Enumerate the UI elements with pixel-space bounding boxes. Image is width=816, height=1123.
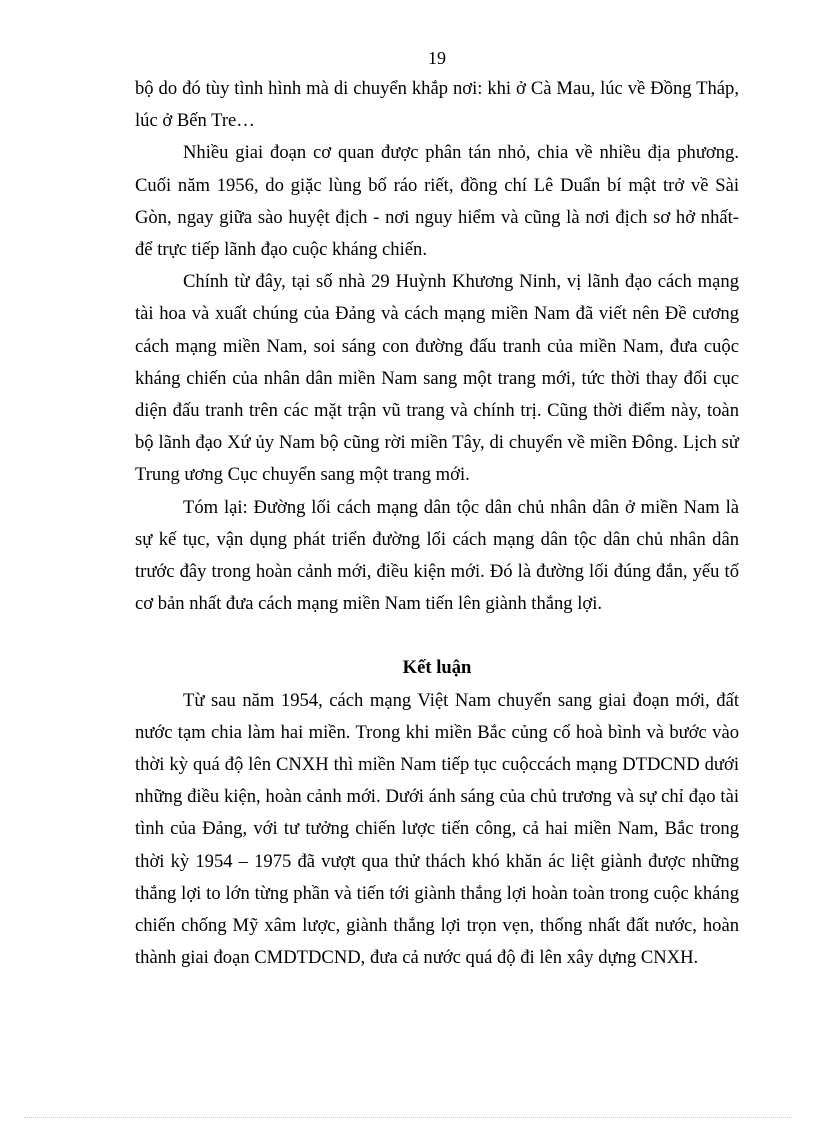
- conclusion-heading: Kết luận: [402, 657, 472, 679]
- paragraph-summary: Tóm lại: Đường lối cách mạng dân tộc dân chủ nhân dân ở miền Nam là sự kế tục, vận dụng phát triển đường lối cách mạng dân tộc dân chủ nhân dân trước đây trong hoàn cảnh mới, điều kiện mới. Đó là đường lối đúng đắn, yếu tố cơ bản nhất đưa cách mạng miền Nam tiến lên giành thắng lợi.: [135, 496, 739, 615]
- page-number: 19: [428, 48, 446, 68]
- paragraph: Nhiều giai đoạn cơ quan được phân tán nhỏ, chia về nhiều địa phương. Cuối năm 1956, do giặc lùng bố ráo riết, đồng chí Lê Duẩn bí mật trở về Sài Gòn, ngay giữa sào huyệt địch - nơi nguy hiểm và cũng là nơi địch sơ hở nhất- để trực tiếp lãnh đạo cuộc kháng chiến.: [135, 142, 739, 261]
- paragraph: Chính từ đây, tại số nhà 29 Huỳnh Khương Ninh, vị lãnh đạo cách mạng tài hoa và xuất chúng của Đảng và cách mạng miền Nam đã viết nên Đề cương cách mạng miền Nam, soi sáng con đường đấu tranh của miền Nam, đưa cuộc kháng chiến của nhân dân miền Nam sang một trang mới, tức thời thay đổi cục diện đấu tranh trên các mặt trận vũ trang và chính trị. Cũng thời điểm này, toàn bộ lãnh đạo Xứ ủy Nam bộ cũng rời miền Tây, di chuyển về miền Đông. Lịch sử Trung ương Cục chuyển sang một trang mới.: [135, 271, 739, 486]
- paragraph-continuation: bộ do đó tùy tình hình mà di chuyển khắp nơi: khi ở Cà Mau, lúc về Đồng Tháp, lúc ở Bến Tre…: [135, 78, 739, 132]
- footer-divider: [24, 1117, 792, 1118]
- conclusion-paragraph: Từ sau năm 1954, cách mạng Việt Nam chuyển sang giai đoạn mới, đất nước tạm chia làm hai miền. Trong khi miền Bắc củng cố hoà bình và bước vào thời kỳ quá độ lên CNXH thì miền Nam tiếp tục cuộccách mạng DTDCND dưới những điều kiện, hoàn cảnh mới. Dưới ánh sáng của chủ trương và sự chỉ đạo tài tình của Đảng, với tư tưởng chiến lược tiến công, cả hai miền Nam, Bắc trong thời kỳ 1954 – 1975 đã vượt qua thử thách khó khăn ác liệt giành được những thắng lợi to lớn từng phần và tiến tới giành thắng lợi hoàn toàn trong cuộc kháng chiến chống Mỹ xâm lược, giành thắng lợi trọn vẹn, thống nhất đất nước, hoàn thành giai đoạn CMDTDCND, đưa cả nước quá độ đi lên xây dựng CNXH.: [135, 689, 739, 969]
- document-body: [135, 73, 739, 974]
